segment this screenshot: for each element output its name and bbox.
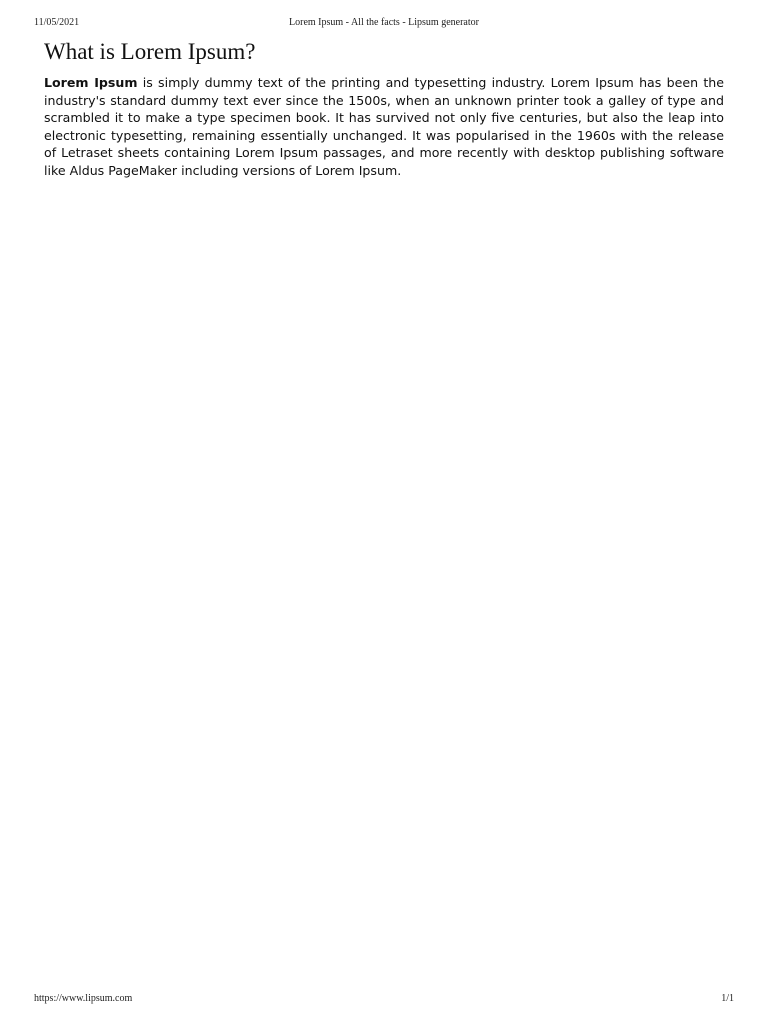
page-number: 1/1 <box>721 993 734 1004</box>
print-header <box>34 16 734 30</box>
article-body-text: is simply dummy text of the printing and typesetting industry. Lorem Ipsum has been the industry's standard dummy text ever since the 1500s, when an unknown printer took a galley of type and scrambled it to make a type specimen book. It has survived not only five centuries, but also the leap into electronic typesetting, remaining essentially unchanged. It was popularised in the 1960s with the release of Letraset sheets containing Lorem Ipsum passages, and more recently with desktop publishing software like Aldus PageMaker including versions of Lorem Ipsum. <box>44 75 724 178</box>
print-page-title: Lorem Ipsum - All the facts - Lipsum generator <box>289 17 479 28</box>
article-bold-lead: Lorem Ipsum <box>44 75 138 90</box>
source-url-link[interactable]: https://www.lipsum.com <box>34 993 133 1004</box>
article-content <box>44 38 724 179</box>
article-heading: What is Lorem Ipsum? <box>44 39 256 64</box>
article-paragraph <box>44 74 724 179</box>
print-footer <box>34 992 734 1006</box>
print-date: 11/05/2021 <box>34 17 80 28</box>
